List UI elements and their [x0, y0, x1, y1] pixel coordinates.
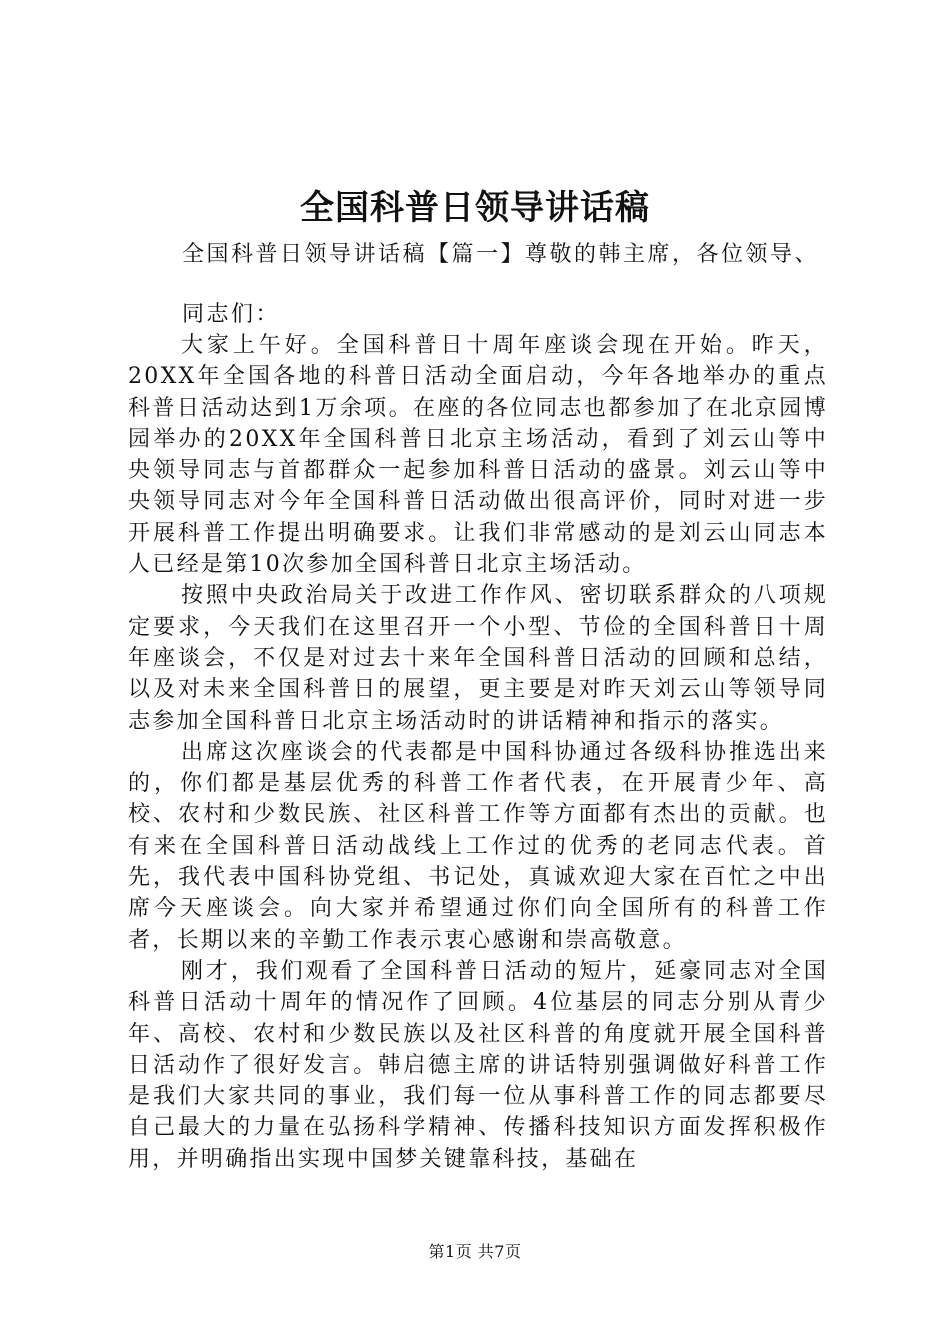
paragraph-3: 出席这次座谈会的代表都是中国科协通过各级科协推选出来的，你们都是基层优秀的科普工作者代表，在开展青少年、高校、农村和少数民族、社区科普工作等方面都有杰出的贡献。也有来在全国科普日活动战线上工作过的优秀的老同志代表。首先，我代表中国科协党组、书记处，真诚欢迎大家在百忙之中出席今天座谈会。向大家并希望通过你们向全国所有的科普工作者，长期以来的辛勤工作表示衷心感谢和崇高敬意。 — [128, 739, 828, 953]
page-footer: 第1页 共7页 — [428, 1242, 522, 1261]
salutation: 同志们： — [182, 302, 281, 327]
paragraph-2: 按照中央政治局关于改进工作作风、密切联系群众的八项规定要求，今天我们在这里召开一个小型、节俭的全国科普日十周年座谈会，不仅是对过去十来年全国科普日活动的回顾和总结，以及对未来全国科普日的展望，更主要是对昨天刘云山等领导同志参加全国科普日北京主场活动时的讲话精神和指示的落实。 — [128, 583, 828, 734]
document-subtitle: 全国科普日领导讲话稿【篇一】尊敬的韩主席，各位领导、 — [182, 242, 820, 267]
document-title: 全国科普日领导讲话稿 — [300, 188, 650, 228]
document-body — [128, 330, 828, 1175]
paragraph-4: 刚才，我们观看了全国科普日活动的短片，延豪同志对全国科普日活动十周年的情况作了回顾。4位基层的同志分别从青少年、高校、农村和少数民族以及社区科普的角度就开展全国科普日活动作了很好发言。韩启德主席的讲话特别强调做好科普工作是我们大家共同的事业，我们每一位从事科普工作的同志都要尽自己最大的力量在弘扬科学精神、传播科技知识方面发挥积极作用，并明确指出实现中国梦关键靠科技，基础在 — [128, 958, 828, 1172]
paragraph-1: 大家上午好。全国科普日十周年座谈会现在开始。昨天，20XX年全国各地的科普日活动全面启动，今年各地举办的重点科普日活动达到1万余项。在座的各位同志也都参加了在北京园博园举办的20XX年全国科普日北京主场活动，看到了刘云山等中央领导同志与首都群众一起参加科普日活动的盛景。刘云山等中央领导同志对今年全国科普日活动做出很高评价，同时对进一步开展科普工作提出明确要求。让我们非常感动的是刘云山同志本人已经是第10次参加全国科普日北京主场活动。 — [128, 333, 828, 578]
